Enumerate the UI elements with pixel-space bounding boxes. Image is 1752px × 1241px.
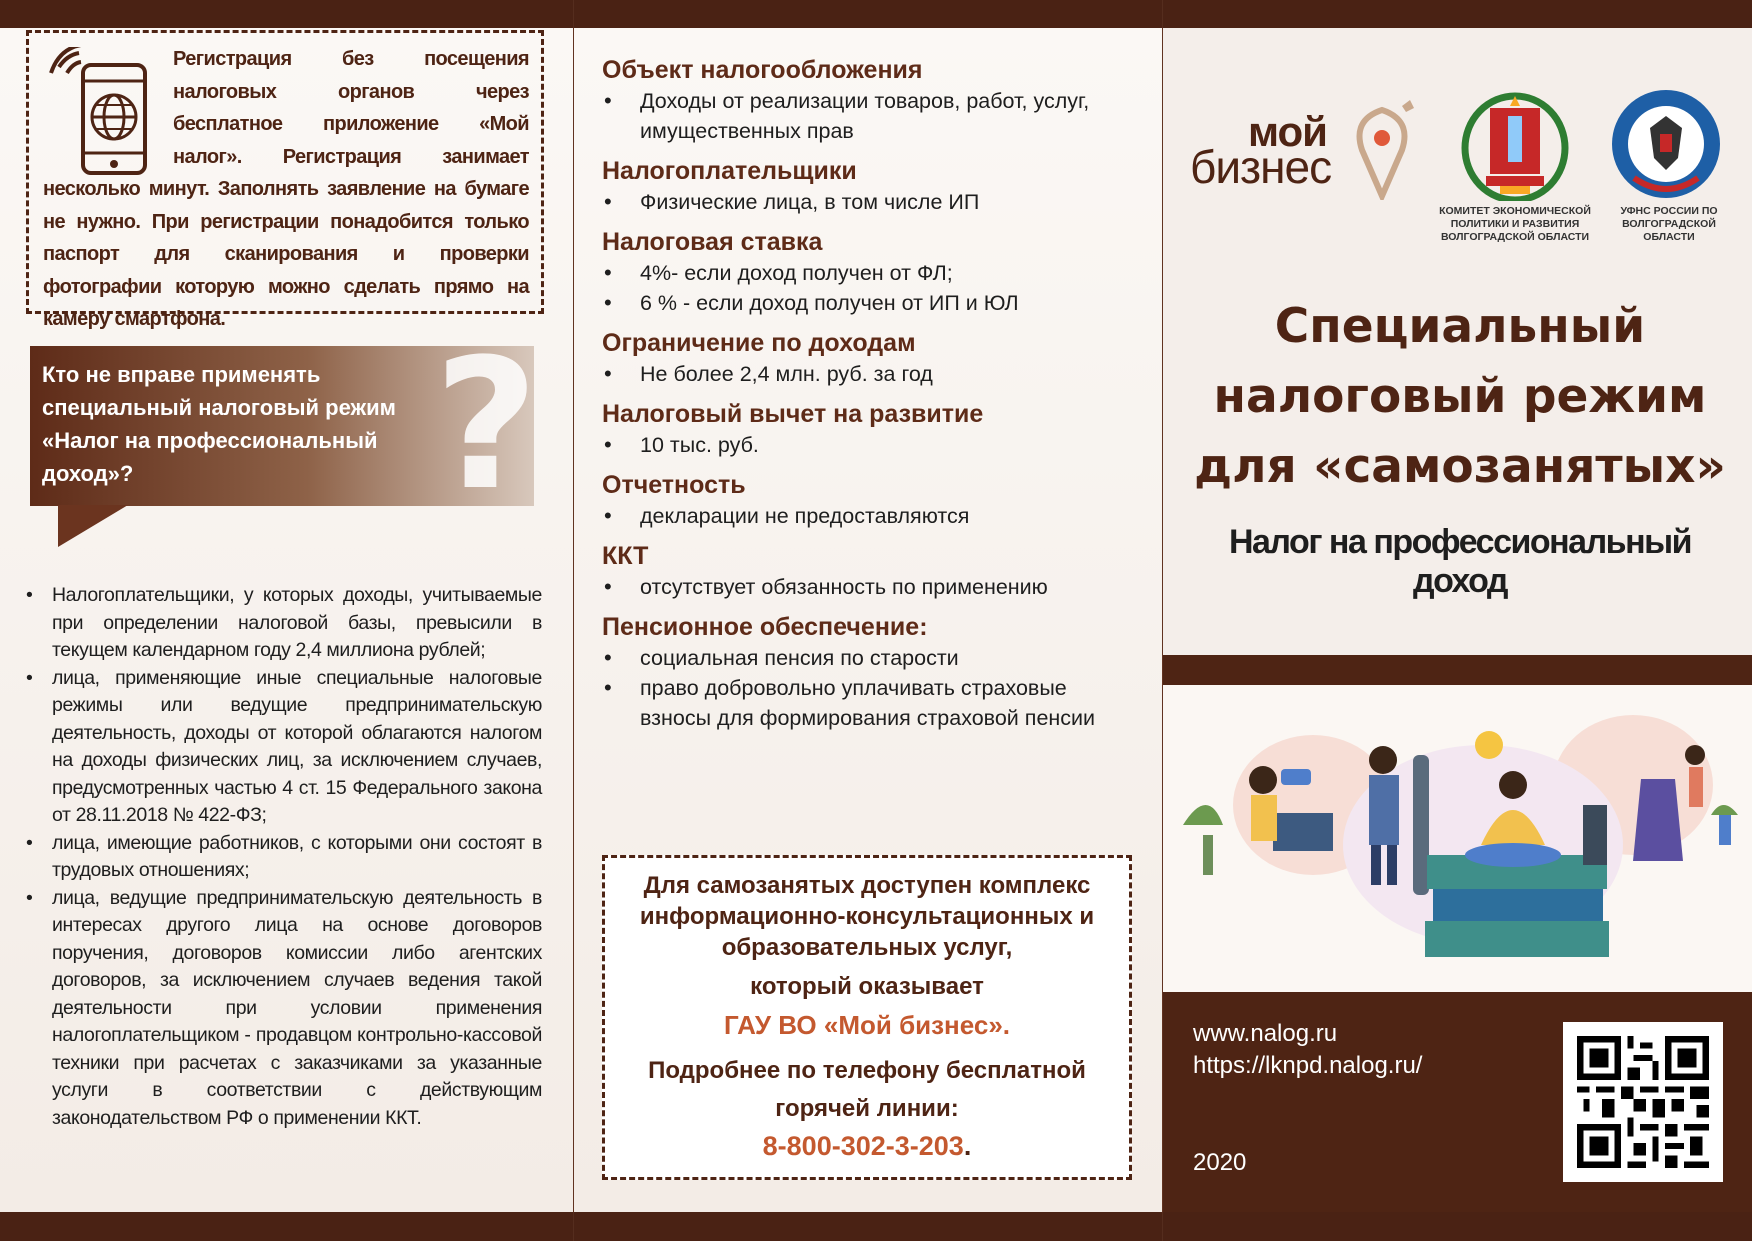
nalog-url-link[interactable]: www.nalog.ru <box>1193 1020 1338 1047</box>
registration-text: Регистрация без посещения налоговых органов через бесплатное приложение «Мой налог». Регистрация занимает несколько минут. Заполнять заявление на бумаге не нужно. При регистрации понадобится только паспорт для сканирования и проверки фотографии которую можно сделать прямо на камеру смартфона. <box>43 48 529 330</box>
organization-name: ГАУ ВО «Мой бизнес». <box>724 1010 1010 1040</box>
services-info-box <box>602 855 1132 1180</box>
location-pin-logo-icon <box>1354 100 1424 200</box>
hotline-phone[interactable]: 8-800-302-3-203. <box>762 1131 972 1161</box>
section-object <box>602 54 1142 146</box>
moy-biznes-logo: мой бизнес <box>1190 100 1420 210</box>
section-title: ККТ <box>602 542 649 570</box>
top-band <box>0 0 1752 28</box>
page-subtitle: Налог на профессиональный доход <box>1228 523 1692 600</box>
list-item: • отсутствует обязанность по применению <box>602 572 1142 602</box>
publication-year: 2020 <box>1193 1149 1247 1176</box>
section-title: Налогоплательщики <box>602 157 857 185</box>
bottom-band <box>0 1212 1752 1241</box>
section-title: Налоговый вычет на развитие <box>602 400 984 428</box>
list-item: • лица, ведущие предпринимательскую деятельность в интересах другого лица на основе договоров поручения, договоров комиссии либо агентских договоров, за исключением случаев ведения такой деятельности при условии применения налогоплательщиком - продавцом контрольно-кассовой техники при расчетах с заказчиками за указанные услуги в соответствии с действующим законодательством РФ о применении ККТ. <box>24 885 542 1133</box>
restrictions-list <box>24 582 542 1132</box>
callout-tail <box>58 505 128 547</box>
section-rate <box>602 226 1142 318</box>
section-title: Налоговая ставка <box>602 228 823 256</box>
fns-volgograd-emblem-icon <box>1610 88 1722 200</box>
section-reporting <box>602 469 1142 531</box>
section-income-limit <box>602 327 1142 389</box>
services-text: Для самозанятых доступен комплекс информационно-консультационных и образовательных услуг, <box>639 872 1095 961</box>
freelancers-illustration-icon <box>1163 685 1752 992</box>
list-item: • 4%- если доход получен от ФЛ; <box>602 258 1142 288</box>
section-deduction <box>602 398 1142 460</box>
page-title: Специальный налоговый режим для «самозанятых» <box>1194 299 1726 494</box>
list-item: • лица, применяющие иные специальные налоговые режимы или ведущие предпринимательскую деятельность, доходы от которой облагаются налогом на доходы физических лиц, за исключением случаев, предусмотренных частью 4 ст. 15 Федерального закона от 28.11.2018 № 422-ФЗ; <box>24 665 542 830</box>
who-title: Кто не вправе применять специальный налоговый режим «Налог на профессиональный доход»? <box>42 362 396 486</box>
fold-line <box>573 0 574 1241</box>
list-item: • социальная пенсия по старости <box>602 643 1142 673</box>
volgograd-committee-crest-icon <box>1460 86 1570 201</box>
hotline-text: Подробнее по телефону бесплатной горячей линии: <box>648 1057 1086 1122</box>
self-employed-illustration <box>1163 685 1752 992</box>
section-title: Ограничение по доходам <box>602 329 916 357</box>
section-kkt <box>602 540 1142 602</box>
smartphone-globe-icon <box>45 47 155 177</box>
registration-box <box>26 30 544 330</box>
tax-info-sections <box>602 54 1142 742</box>
section-title: Объект налогообложения <box>602 56 923 84</box>
list-item: • лица, имеющие работников, с которыми они состоят в трудовых отношениях; <box>24 830 542 885</box>
lknpd-url-link[interactable]: https://lknpd.nalog.ru/ <box>1193 1052 1423 1079</box>
section-title: Отчетность <box>602 471 746 499</box>
list-item: • право добровольно уплачивать страховые взносы для формирования страховой пенсии <box>602 673 1142 733</box>
provider-text: который оказывает <box>750 973 984 1000</box>
list-item: • Физические лица, в том числе ИП <box>602 187 1142 217</box>
fns-caption: УФНС РОССИИ ПО ВОЛГОГРАДСКОЙ ОБЛАСТИ <box>1620 205 1718 243</box>
who-cannot-apply-callout <box>30 321 539 530</box>
list-item: • 6 % - если доход получен от ИП и ЮЛ <box>602 288 1142 318</box>
list-item: • Доходы от реализации товаров, работ, услуг, имущественных прав <box>602 86 1142 146</box>
list-item: • Налогоплательщики, у которых доходы, учитываемые при определении налоговой базы, превысили в текущем календарном году 2,4 миллиона рублей; <box>24 582 542 665</box>
list-item: • 10 тыс. руб. <box>602 430 1142 460</box>
fold-line <box>1162 0 1163 1241</box>
qr-code-icon[interactable] <box>1563 1022 1723 1182</box>
section-taxpayers <box>602 155 1142 217</box>
section-pension <box>602 611 1142 733</box>
list-item: • декларации не предоставляются <box>602 501 1142 531</box>
section-title: Пенсионное обеспечение: <box>602 613 928 641</box>
question-mark-icon: ? <box>434 321 539 530</box>
list-item: • Не более 2,4 млн. руб. за год <box>602 359 1142 389</box>
committee-caption: КОМИТЕТ ЭКОНОМИЧЕСКОЙ ПОЛИТИКИ И РАЗВИТИЯ ВОЛГОГРАДСКОЙ ОБЛАСТИ <box>1439 205 1591 243</box>
right-divider-band <box>1163 655 1752 685</box>
